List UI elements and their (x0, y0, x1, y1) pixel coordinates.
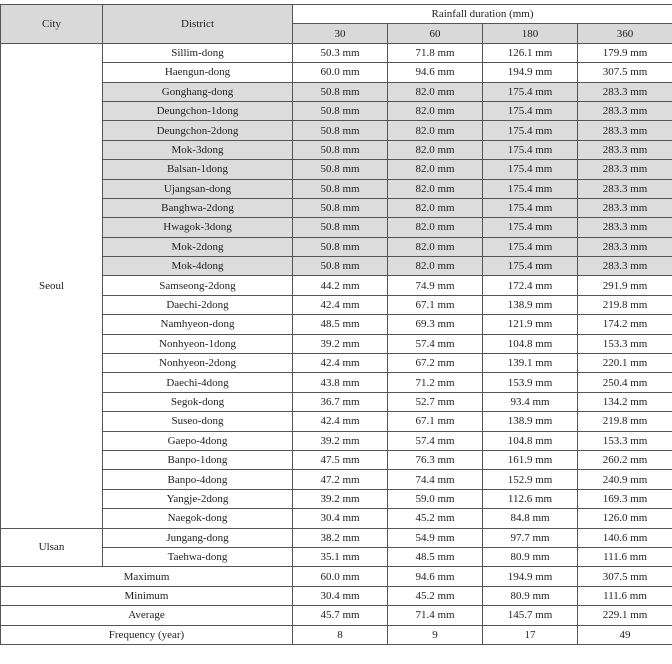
rainfall-value-cell: 139.1 mm (483, 354, 578, 373)
summary-value-cell: 71.4 mm (388, 606, 483, 625)
summary-value-cell: 229.1 mm (578, 606, 672, 625)
district-cell: Sillim-dong (103, 43, 293, 62)
rainfall-value-cell: 134.2 mm (578, 392, 672, 411)
summary-label: Average (1, 606, 293, 625)
rainfall-value-cell: 194.9 mm (483, 63, 578, 82)
rainfall-value-cell: 153.3 mm (578, 431, 672, 450)
rainfall-value-cell: 283.3 mm (578, 218, 672, 237)
rainfall-value-cell: 169.3 mm (578, 489, 672, 508)
district-cell: Nonhyeon-2dong (103, 354, 293, 373)
rainfall-value-cell: 111.6 mm (578, 547, 672, 566)
rainfall-value-cell: 82.0 mm (388, 257, 483, 276)
rainfall-value-cell: 291.9 mm (578, 276, 672, 295)
rainfall-value-cell: 175.4 mm (483, 140, 578, 159)
table-row (1, 528, 672, 547)
rainfall-value-cell: 82.0 mm (388, 160, 483, 179)
rainfall-value-cell: 93.4 mm (483, 392, 578, 411)
rainfall-table (0, 4, 672, 645)
district-cell: Daechi-4dong (103, 373, 293, 392)
summary-value-cell: 111.6 mm (578, 586, 672, 605)
rainfall-value-cell: 82.0 mm (388, 101, 483, 120)
rainfall-value-cell: 219.8 mm (578, 412, 672, 431)
summary-value-cell: 49 (578, 625, 672, 644)
rainfall-value-cell: 94.6 mm (388, 63, 483, 82)
rainfall-value-cell: 283.3 mm (578, 121, 672, 140)
rainfall-value-cell: 74.9 mm (388, 276, 483, 295)
rainfall-value-cell: 152.9 mm (483, 470, 578, 489)
header-duration-180: 180 (483, 24, 578, 43)
district-cell: Nonhyeon-1dong (103, 334, 293, 353)
rainfall-value-cell: 57.4 mm (388, 334, 483, 353)
rainfall-value-cell: 43.8 mm (293, 373, 388, 392)
rainfall-value-cell: 39.2 mm (293, 489, 388, 508)
rainfall-value-cell: 104.8 mm (483, 334, 578, 353)
rainfall-value-cell: 161.9 mm (483, 450, 578, 469)
header-district: District (103, 5, 293, 44)
rainfall-value-cell: 220.1 mm (578, 354, 672, 373)
rainfall-value-cell: 59.0 mm (388, 489, 483, 508)
rainfall-value-cell: 50.8 mm (293, 257, 388, 276)
district-cell: Taehwa-dong (103, 547, 293, 566)
district-cell: Balsan-1dong (103, 160, 293, 179)
city-cell: Seoul (1, 43, 103, 528)
rainfall-value-cell: 50.8 mm (293, 198, 388, 217)
rainfall-value-cell: 175.4 mm (483, 198, 578, 217)
rainfall-value-cell: 47.2 mm (293, 470, 388, 489)
header-duration-360: 360 (578, 24, 672, 43)
rainfall-value-cell: 52.7 mm (388, 392, 483, 411)
rainfall-value-cell: 71.2 mm (388, 373, 483, 392)
rainfall-value-cell: 48.5 mm (388, 547, 483, 566)
district-cell: Mok-3dong (103, 140, 293, 159)
summary-value-cell: 17 (483, 625, 578, 644)
district-cell: Namhyeon-dong (103, 315, 293, 334)
header-rainfall-duration: Rainfall duration (mm) (293, 5, 672, 24)
district-cell: Mok-4dong (103, 257, 293, 276)
summary-value-cell: 30.4 mm (293, 586, 388, 605)
rainfall-value-cell: 38.2 mm (293, 528, 388, 547)
rainfall-value-cell: 153.3 mm (578, 334, 672, 353)
district-cell: Deungchon-2dong (103, 121, 293, 140)
rainfall-value-cell: 71.8 mm (388, 43, 483, 62)
rainfall-value-cell: 283.3 mm (578, 101, 672, 120)
rainfall-value-cell: 175.4 mm (483, 160, 578, 179)
rainfall-value-cell: 69.3 mm (388, 315, 483, 334)
rainfall-value-cell: 39.2 mm (293, 334, 388, 353)
rainfall-value-cell: 175.4 mm (483, 101, 578, 120)
rainfall-value-cell: 219.8 mm (578, 295, 672, 314)
rainfall-value-cell: 67.1 mm (388, 295, 483, 314)
rainfall-value-cell: 84.8 mm (483, 509, 578, 528)
summary-value-cell: 9 (388, 625, 483, 644)
rainfall-value-cell: 67.2 mm (388, 354, 483, 373)
header-duration-60: 60 (388, 24, 483, 43)
summary-row (1, 606, 672, 625)
rainfall-value-cell: 283.3 mm (578, 198, 672, 217)
rainfall-value-cell: 50.8 mm (293, 160, 388, 179)
rainfall-value-cell: 74.4 mm (388, 470, 483, 489)
rainfall-value-cell: 82.0 mm (388, 198, 483, 217)
rainfall-value-cell: 175.4 mm (483, 121, 578, 140)
rainfall-value-cell: 50.8 mm (293, 179, 388, 198)
rainfall-value-cell: 138.9 mm (483, 412, 578, 431)
city-cell: Ulsan (1, 528, 103, 567)
district-cell: Naegok-dong (103, 509, 293, 528)
rainfall-value-cell: 260.2 mm (578, 450, 672, 469)
rainfall-value-cell: 175.4 mm (483, 257, 578, 276)
district-cell: Banghwa-2dong (103, 198, 293, 217)
rainfall-value-cell: 30.4 mm (293, 509, 388, 528)
rainfall-value-cell: 283.3 mm (578, 179, 672, 198)
rainfall-value-cell: 179.9 mm (578, 43, 672, 62)
rainfall-value-cell: 175.4 mm (483, 82, 578, 101)
table-body (1, 43, 672, 644)
rainfall-value-cell: 48.5 mm (293, 315, 388, 334)
summary-value-cell: 8 (293, 625, 388, 644)
rainfall-value-cell: 44.2 mm (293, 276, 388, 295)
summary-value-cell: 307.5 mm (578, 567, 672, 586)
district-cell: Segok-dong (103, 392, 293, 411)
rainfall-value-cell: 42.4 mm (293, 295, 388, 314)
rainfall-value-cell: 172.4 mm (483, 276, 578, 295)
rainfall-value-cell: 82.0 mm (388, 82, 483, 101)
rainfall-value-cell: 67.1 mm (388, 412, 483, 431)
rainfall-value-cell: 307.5 mm (578, 63, 672, 82)
rainfall-value-cell: 174.2 mm (578, 315, 672, 334)
rainfall-value-cell: 45.2 mm (388, 509, 483, 528)
table-header (1, 5, 672, 44)
rainfall-value-cell: 250.4 mm (578, 373, 672, 392)
district-cell: Haengun-dong (103, 63, 293, 82)
rainfall-value-cell: 47.5 mm (293, 450, 388, 469)
summary-row (1, 586, 672, 605)
summary-row (1, 567, 672, 586)
summary-value-cell: 94.6 mm (388, 567, 483, 586)
summary-value-cell: 45.2 mm (388, 586, 483, 605)
rainfall-value-cell: 283.3 mm (578, 82, 672, 101)
district-cell: Mok-2dong (103, 237, 293, 256)
rainfall-value-cell: 50.8 mm (293, 82, 388, 101)
summary-label: Maximum (1, 567, 293, 586)
rainfall-value-cell: 80.9 mm (483, 547, 578, 566)
summary-value-cell: 145.7 mm (483, 606, 578, 625)
rainfall-value-cell: 50.3 mm (293, 43, 388, 62)
rainfall-value-cell: 175.4 mm (483, 218, 578, 237)
district-cell: Yangje-2dong (103, 489, 293, 508)
rainfall-value-cell: 82.0 mm (388, 218, 483, 237)
rainfall-value-cell: 82.0 mm (388, 140, 483, 159)
district-cell: Samseong-2dong (103, 276, 293, 295)
rainfall-value-cell: 57.4 mm (388, 431, 483, 450)
rainfall-value-cell: 60.0 mm (293, 63, 388, 82)
rainfall-value-cell: 283.3 mm (578, 257, 672, 276)
header-duration-30: 30 (293, 24, 388, 43)
summary-value-cell: 45.7 mm (293, 606, 388, 625)
rainfall-value-cell: 36.7 mm (293, 392, 388, 411)
rainfall-value-cell: 50.8 mm (293, 121, 388, 140)
district-cell: Gaepo-4dong (103, 431, 293, 450)
rainfall-value-cell: 175.4 mm (483, 237, 578, 256)
rainfall-value-cell: 283.3 mm (578, 237, 672, 256)
rainfall-value-cell: 42.4 mm (293, 354, 388, 373)
rainfall-value-cell: 121.9 mm (483, 315, 578, 334)
rainfall-value-cell: 50.8 mm (293, 237, 388, 256)
district-cell: Banpo-1dong (103, 450, 293, 469)
rainfall-value-cell: 42.4 mm (293, 412, 388, 431)
rainfall-value-cell: 283.3 mm (578, 160, 672, 179)
district-cell: Gonghang-dong (103, 82, 293, 101)
rainfall-value-cell: 140.6 mm (578, 528, 672, 547)
rainfall-value-cell: 126.1 mm (483, 43, 578, 62)
rainfall-value-cell: 35.1 mm (293, 547, 388, 566)
district-cell: Banpo-4dong (103, 470, 293, 489)
rainfall-value-cell: 104.8 mm (483, 431, 578, 450)
summary-label: Frequency (year) (1, 625, 293, 644)
rainfall-value-cell: 97.7 mm (483, 528, 578, 547)
district-cell: Hwagok-3dong (103, 218, 293, 237)
summary-label: Minimum (1, 586, 293, 605)
summary-value-cell: 80.9 mm (483, 586, 578, 605)
district-cell: Ujangsan-dong (103, 179, 293, 198)
rainfall-value-cell: 240.9 mm (578, 470, 672, 489)
district-cell: Suseo-dong (103, 412, 293, 431)
rainfall-value-cell: 82.0 mm (388, 237, 483, 256)
rainfall-value-cell: 126.0 mm (578, 509, 672, 528)
district-cell: Deungchon-1dong (103, 101, 293, 120)
rainfall-value-cell: 76.3 mm (388, 450, 483, 469)
rainfall-value-cell: 50.8 mm (293, 140, 388, 159)
rainfall-value-cell: 175.4 mm (483, 179, 578, 198)
summary-value-cell: 194.9 mm (483, 567, 578, 586)
district-cell: Jungang-dong (103, 528, 293, 547)
summary-value-cell: 60.0 mm (293, 567, 388, 586)
district-cell: Daechi-2dong (103, 295, 293, 314)
rainfall-value-cell: 283.3 mm (578, 140, 672, 159)
header-city: City (1, 5, 103, 44)
rainfall-value-cell: 50.8 mm (293, 101, 388, 120)
rainfall-value-cell: 112.6 mm (483, 489, 578, 508)
rainfall-value-cell: 153.9 mm (483, 373, 578, 392)
summary-row (1, 625, 672, 644)
rainfall-value-cell: 39.2 mm (293, 431, 388, 450)
rainfall-value-cell: 82.0 mm (388, 179, 483, 198)
rainfall-value-cell: 54.9 mm (388, 528, 483, 547)
table-row (1, 43, 672, 62)
rainfall-value-cell: 82.0 mm (388, 121, 483, 140)
rainfall-value-cell: 50.8 mm (293, 218, 388, 237)
rainfall-value-cell: 138.9 mm (483, 295, 578, 314)
